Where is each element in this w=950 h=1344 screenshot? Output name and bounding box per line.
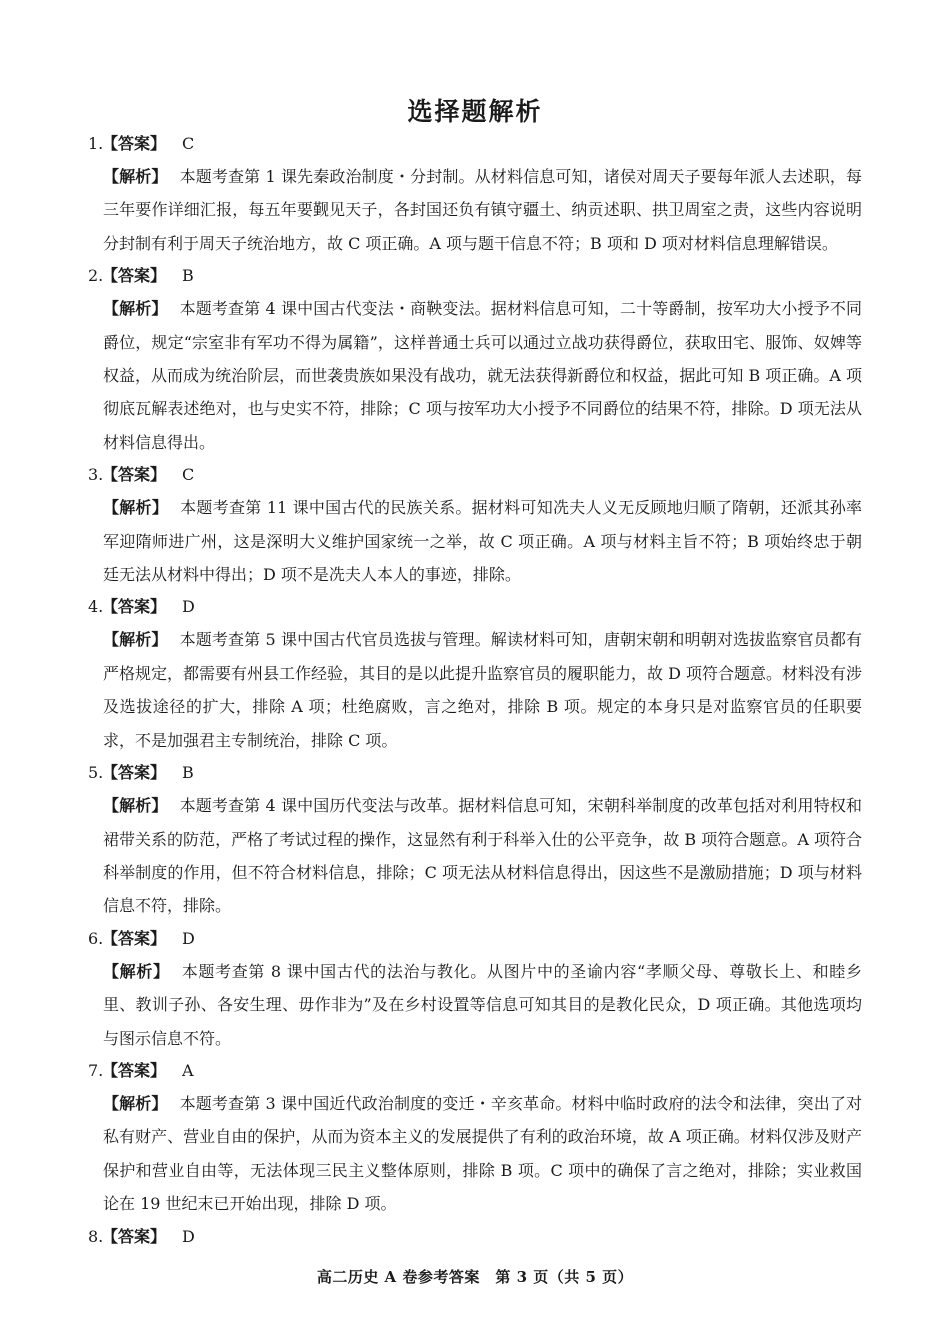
answer-line [88, 923, 862, 955]
page-title: 选择题解析 [407, 97, 543, 126]
analysis-tag: 【解析】 [103, 796, 168, 816]
answer-tag: 【答案】 [102, 1060, 167, 1080]
question-number: 6. [88, 928, 104, 948]
question-item [88, 757, 862, 923]
question-number: 8. [88, 1226, 104, 1246]
analysis-text: 本题考查第 1 课先秦政治制度・分封制。从材料信息可知，诸侯对周天子要每年派人去述职，每三年要作详细汇报，每五年要觐见天子，各封国还负有镇守疆土、纳贡述职、拱卫周室之责，这些内容说明分封制有利于周天子统治地方，故 C 项正确。A 项与题干信息不符；B 项和 D 项对材料信息理解错误。 [103, 167, 862, 253]
question-number: 5. [88, 763, 104, 783]
answer-value: D [182, 1226, 195, 1246]
question-item [88, 260, 862, 459]
answer-value: C [182, 134, 195, 153]
answer-value: D [182, 928, 195, 948]
answer-tag: 【答案】 [102, 266, 167, 286]
analysis-paragraph [103, 491, 862, 591]
analysis-paragraph [103, 160, 862, 260]
answer-line [88, 1221, 862, 1253]
answer-line [88, 757, 862, 789]
analysis-text: 本题考查第 8 课中国古代的法治与教化。从图片中的圣谕内容“孝顺父母、尊敬长上、和睦乡里、教训子孙、各安生理、毋作非为”及在乡村设置等信息可知其目的是教化民众，D 项正确。其他选项均与图示信息不符。 [103, 961, 862, 1048]
answer-value: C [182, 465, 195, 485]
analysis-text: 本题考查第 4 课中国历代变法与改革。据材料信息可知，宋朝科举制度的改革包括对利用特权和裙带关系的防范，严格了考试过程的操作，这显然有利于科举入仕的公平竞争，故 B 项符合题意。A 项符合科举制度的作用，但不符合材料信息，排除；C 项无法从材料信息得出，因这些不是激励措施；D 项与材料信息不符，排除。 [103, 796, 862, 916]
answer-line [88, 459, 862, 491]
question-item [88, 1055, 862, 1221]
answer-line [88, 260, 862, 292]
question-number: 3. [88, 465, 104, 485]
question-item [88, 591, 862, 757]
analysis-tag: 【解析】 [103, 961, 170, 981]
answer-tag: 【答案】 [102, 134, 167, 153]
answer-line [88, 591, 862, 623]
question-number: 7. [88, 1060, 104, 1080]
analysis-text: 本题考查第 4 课中国古代变法・商鞅变法。据材料信息可知，二十等爵制，按军功大小授予不同爵位，规定“宗室非有军功不得为属籍”，这样普通士兵可以通过立战功获得爵位，获取田宅、服饰、奴婢等权益，从而成为统治阶层，而世袭贵族如果没有战功，就无法获得新爵位和权益，据此可知 B 项正确。A 项彻底瓦解表述绝对，也与史实不符，排除；C 项与按军功大小授予不同爵位的结果不符，排除。D 项无法从材料信息得出。 [103, 299, 862, 452]
answer-line [88, 128, 862, 160]
question-list [88, 128, 862, 1253]
question-number: 2. [88, 266, 104, 286]
answer-tag: 【答案】 [102, 1226, 167, 1246]
analysis-tag: 【解析】 [103, 167, 168, 186]
answer-tag: 【答案】 [102, 928, 167, 948]
analysis-paragraph [103, 623, 862, 757]
answer-tag: 【答案】 [102, 763, 167, 783]
question-number: 4. [88, 597, 104, 617]
analysis-text: 本题考查第 11 课中国古代的民族关系。据材料可知冼夫人义无反顾地归顺了隋朝，还派其孙率军迎隋师进广州，这是深明大义维护国家统一之举，故 C 项正确。A 项与材料主旨不符；B 项始终忠于朝廷无法从材料中得出；D 项不是冼夫人本人的事迹，排除。 [103, 498, 862, 585]
question-item [88, 459, 862, 591]
analysis-tag: 【解析】 [103, 1093, 168, 1113]
answer-line [88, 1055, 862, 1087]
analysis-paragraph [103, 955, 862, 1055]
analysis-tag: 【解析】 [103, 630, 168, 650]
analysis-paragraph [103, 789, 862, 923]
analysis-text: 本题考查第 3 课中国近代政治制度的变迁・辛亥革命。材料中临时政府的法令和法律，突出了对私有财产、营业自由的保护，从而为资本主义的发展提供了有利的政治环境，故 A 项正确。材料仅涉及财产保护和营业自由等，无法体现三民主义整体原则，排除 B 项。C 项中的确保了言之绝对，排除；实业救国论在 19 世纪末已开始出现，排除 D 项。 [103, 1093, 862, 1214]
answer-value: A [182, 1060, 194, 1080]
analysis-paragraph [103, 1087, 862, 1221]
question-item [88, 128, 862, 260]
page-footer: 高二历史 A 卷参考答案 第 3 页（共 5 页） [316, 1268, 634, 1286]
question-item [88, 1221, 862, 1253]
answer-tag: 【答案】 [102, 597, 167, 617]
answer-value: B [182, 266, 194, 286]
analysis-paragraph [103, 292, 862, 459]
answer-value: D [182, 597, 195, 617]
answer-tag: 【答案】 [102, 465, 167, 485]
analysis-tag: 【解析】 [103, 299, 168, 319]
analysis-text: 本题考查第 5 课中国古代官员选拔与管理。解读材料可知，唐朝宋朝和明朝对选拔监察官员都有严格规定，都需要有州县工作经验，其目的是以此提升监察官员的履职能力，故 D 项符合题意。材料没有涉及选拔途径的扩大，排除 A 项；杜绝腐败，言之绝对，排除 B 项。规定的本身只是对监察官员的任职要求，不是加强君主专制统治，排除 C 项。 [103, 630, 863, 750]
answer-value: B [182, 763, 194, 783]
analysis-tag: 【解析】 [103, 498, 169, 518]
question-item [88, 923, 862, 1055]
question-number: 1. [88, 134, 104, 153]
